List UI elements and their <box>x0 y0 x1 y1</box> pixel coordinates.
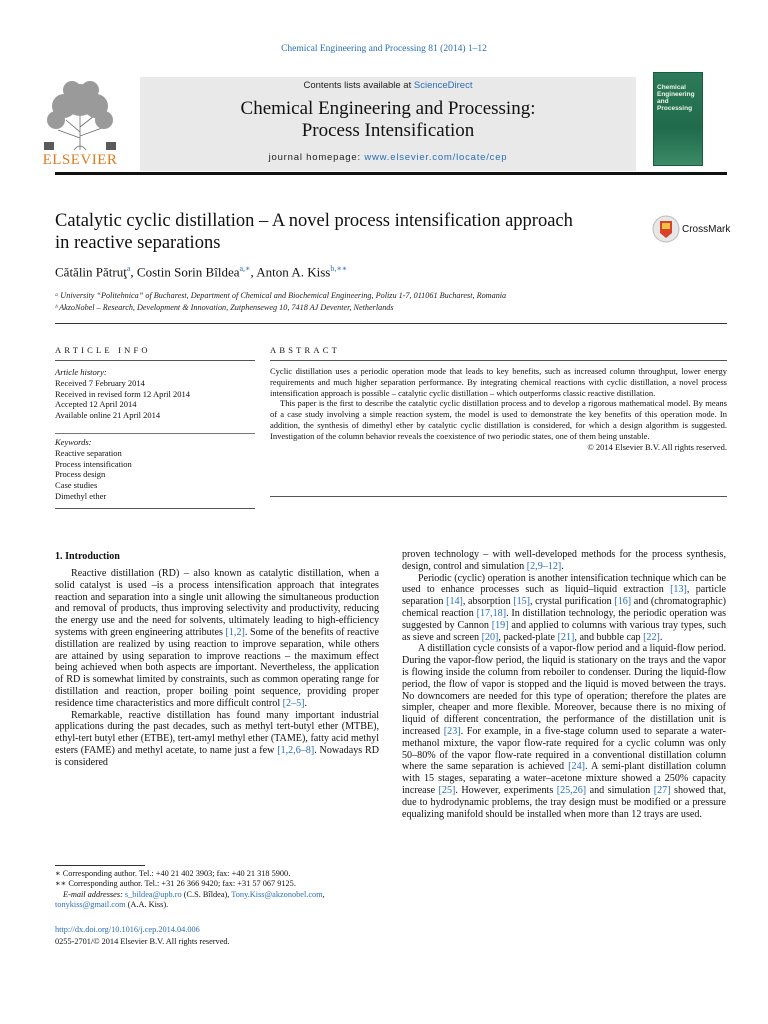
abstract-body <box>270 366 727 452</box>
footnote-divider <box>55 865 145 866</box>
title-divider <box>55 323 727 324</box>
contents-prefix: Contents lists available at <box>303 80 414 91</box>
history-item: Received 7 February 2014 <box>55 377 145 388</box>
citation-link[interactable]: [21] <box>557 631 575 643</box>
abstract-divider <box>270 360 727 361</box>
keywords-list <box>55 437 255 502</box>
body-paragraph: Remarkable, reactive distillation has found many important industrial applications during the past decades, such as methyl tert-butyl ether (MTBE), ethyl-tert butyl ether (ETBE), tert-amyl methyl ether (TAME), fatty acid methyl esters (FAME) and methyl acetate, to name just a few [1,2,6–8]. Nowadays RD is considered <box>55 709 380 768</box>
history-label: Article history: <box>55 367 107 377</box>
abstract-copyright: © 2014 Elsevier B.V. All rights reserved. <box>587 441 727 452</box>
citation-link[interactable]: [24] <box>568 761 585 773</box>
body-paragraph: proven technology – with well-developed methods for the process synthesis, design, control and simulation [2,9–12]. <box>402 549 726 572</box>
citation-link[interactable]: [20] <box>481 631 499 643</box>
article-info-divider <box>55 360 255 361</box>
abstract-paragraph: This paper is the first to describe the catalytic cyclic distillation process and to develop a rigorous mathematical model. By means of a case study involving a simple reaction system, the model is used to demonstrate the key benefits of this operation mode. In addition, the synthesis of dimethyl ether by catalytic cyclic distillation is considered, for which a design algorithm is suggested. Investigation of the column behavior reveals the coexistence of two periodic states, one of them being unstable. <box>270 398 727 441</box>
journal-title-line1: Chemical Engineering and Processing: <box>240 98 536 119</box>
author-name: Cătălin Pătruţ <box>55 264 127 280</box>
footnotes <box>55 869 379 911</box>
sciencedirect-link[interactable]: ScienceDirect <box>413 80 473 91</box>
keyword-item: Reactive separation <box>55 447 122 458</box>
keyword-item: Process intensification <box>55 458 132 469</box>
citation-link[interactable]: [13] <box>670 584 687 596</box>
citation-link[interactable]: [2,9–12] <box>526 560 562 572</box>
body-column-right <box>402 549 726 820</box>
elsevier-tree-logo-icon <box>28 72 132 168</box>
author-affiliation-marker[interactable]: a,∗ <box>239 264 251 273</box>
author-name: Costin Sorin Bîldea <box>136 264 240 280</box>
body-paragraph: Reactive distillation (RD) – also known as catalytic distillation, when a solid catalyst is used –is a process intensification approach that integrates reaction and separation into a single unit allowing the simultaneous production and removal of products, thus improving selectivity and productivity, reducing the energy use and the need for solvents, ultimately leading to high-efficiency systems with green engineering attributes [1,2]. Some of the benefits of reactive distillation are realized by using reaction to improve separation, while others are attained by using separation to improve reactions – the maximum effect being achieved when both aspects are important. Nevertheless, the application of RD is somewhat limited by constraints, such as common operating range for distillation and reaction, proper boiling point sequence, providing proper residence time characteristics and more difficult control [2–5]. <box>55 568 379 709</box>
citation-link[interactable]: [14] <box>446 596 463 608</box>
affiliation-a: ᵃ University “Politehnica” of Bucharest, Department of Chemical and Biochemical Engineering, Polizu 1-7, 011061 Bucharest, Romania <box>55 291 507 300</box>
citation-link[interactable]: [23] <box>443 725 461 737</box>
email-link[interactable]: Tony.Kiss@akzonobel.com <box>231 889 323 899</box>
footnote: ∗ Corresponding author. Tel.: +40 21 402 3903; fax: +40 21 318 5900. <box>55 869 291 878</box>
citation-link[interactable]: [1,2,6–8] <box>277 744 315 756</box>
author-affiliation-marker[interactable]: a <box>126 264 131 273</box>
email-link[interactable]: tonykiss@gmail.com <box>55 900 126 910</box>
article-info-bottom-divider <box>55 508 255 509</box>
author-list: Cătălin Pătruţ$^a$, Costin Sorin Bîldea$^{a,∗}$, Anton A. Kiss$^{b,∗∗}$ <box>55 264 348 280</box>
citation-link[interactable]: [22] <box>643 631 660 643</box>
footnote-emails: E-mail addresses: s_bildea@upb.ro (C.S. Bîldea), Tony.Kiss@akzonobel.com, tonykiss@gmail.com (A.A. Kiss). <box>55 889 325 910</box>
citation-link[interactable]: [25] <box>438 784 456 796</box>
citation-link[interactable]: [2–5] <box>282 697 305 709</box>
citation-link[interactable]: [25,26] <box>556 784 587 796</box>
contents-line <box>140 80 636 91</box>
citation-link[interactable]: [16] <box>614 596 632 608</box>
doi-link[interactable]: http://dx.doi.org/10.1016/j.cep.2014.04.006 <box>55 925 200 934</box>
affiliation-b: ᵇ AkzoNobel – Research, Development & Innovation, Zutphenseweg 10, 7418 AJ Deventer, Netherlands <box>55 303 394 312</box>
history-item: Accepted 12 April 2014 <box>55 399 137 410</box>
keyword-item: Dimethyl ether <box>55 490 107 501</box>
abstract-paragraph: Cyclic distillation uses a periodic operation mode that leads to key benefits, such as increased column throughput, lower energy requirements and much higher separation performance. By integrating chemical reactions with cyclic distillation, a novel process intensification approach is possible – catalytic cyclic distillation – which outperforms classic reactive distillation. <box>270 366 727 398</box>
journal-title-line2: Process Intensification <box>301 120 475 141</box>
homepage-prefix: journal homepage: <box>268 152 365 163</box>
article-title <box>55 210 645 254</box>
abstract-bottom-divider <box>270 496 727 497</box>
keyword-item: Case studies <box>55 480 98 491</box>
history-item: Available online 21 April 2014 <box>55 410 161 421</box>
journal-homepage <box>140 152 636 163</box>
citation-link[interactable]: [17,18] <box>476 607 507 619</box>
header-divider <box>55 172 727 175</box>
keyword-item: Process design <box>55 469 106 480</box>
introduction-heading: 1. Introduction <box>55 551 120 562</box>
issn-copyright: 0255-2701/© 2014 Elsevier B.V. All rights reserved. <box>55 937 230 946</box>
journal-title <box>140 98 636 142</box>
author-affiliation-marker[interactable]: b,∗∗ <box>330 264 348 273</box>
article-title-line2: in reactive separations <box>55 233 221 253</box>
citation-link[interactable]: [27] <box>653 784 671 796</box>
body-paragraph: Periodic (cyclic) operation is another intensification technique which can be used to enhance processes such as liquid–liquid extraction [13], particle separation [14], absorption [15], crystal purification [16] and (chromatographic) chemical reaction [17,18]. In distillation technology, the periodic operation was suggested by Cannon [19] and applied to columns with various tray types, such as sieve and screen [20], packed-plate [21], and bubble cap [22]. <box>402 572 727 643</box>
article-title-line1: Catalytic cyclic distillation – A novel process intensification approach <box>55 211 573 231</box>
journal-reference[interactable]: Chemical Engineering and Processing 81 (2014) 1–12 <box>281 44 487 54</box>
history-item: Received in revised form 12 April 2014 <box>55 388 191 399</box>
article-history <box>55 367 255 421</box>
citation-link[interactable]: [1,2] <box>225 626 245 638</box>
citation-link[interactable]: [15] <box>513 596 531 608</box>
homepage-link[interactable]: www.elsevier.com/locate/cep <box>364 152 508 163</box>
abstract-heading: ABSTRACT <box>270 345 340 355</box>
body-column-left <box>55 568 379 769</box>
citation-link[interactable]: [19] <box>491 619 509 631</box>
crossmark-label[interactable]: CrossMark <box>682 224 731 235</box>
keywords-divider <box>55 433 255 434</box>
elsevier-wordmark: ELSEVIER <box>42 152 118 168</box>
email-label: E-mail addresses: <box>63 889 125 899</box>
keywords-label: Keywords: <box>55 437 92 447</box>
article-info-heading: ARTICLE INFO <box>55 345 151 355</box>
author-name: Anton A. Kiss <box>256 264 331 280</box>
body-paragraph: A distillation cycle consists of a vapor-flow period and a liquid-flow period. During the vapor-flow period, the liquid is stationary on the trays and the vapor is flowing inside the column from reboiler to condenser. During the liquid-flow period, the flow of vapor is stopped and the liquid is moved between the trays. No downcomers are needed for this type of operation; therefore the plates are simpler, cheaper and more flexible. Moreover, because there is no mixing of liquid of different concentration, the performance of the distillation unit is increased [23]. For example, in a five-stage column used to separate a water-methanol mixture, the vapor flow-rate required for a cyclic column was only 50–80% of the vapor flow-rate required in a conventional distillation column where the same separation is achieved [24]. A semi-plant distillation column with 15 stages, separating a water–acetone mixture showed a 250% capacity increase [25]. However, experiments [25,26] and simulation [27] showed that, due to hydrodynamic problems, the tray design must be modified or a pressure equalizing manifold should be installed when more than 12 trays are used. <box>402 643 727 820</box>
cover-title: Chemical Engineering and Processing <box>657 84 695 112</box>
email-link[interactable]: s_bildea@upb.ro <box>124 889 182 899</box>
footnote: ∗∗ Corresponding author. Tel.: +31 26 366 9420; fax: +31 57 067 9125. <box>55 879 296 889</box>
